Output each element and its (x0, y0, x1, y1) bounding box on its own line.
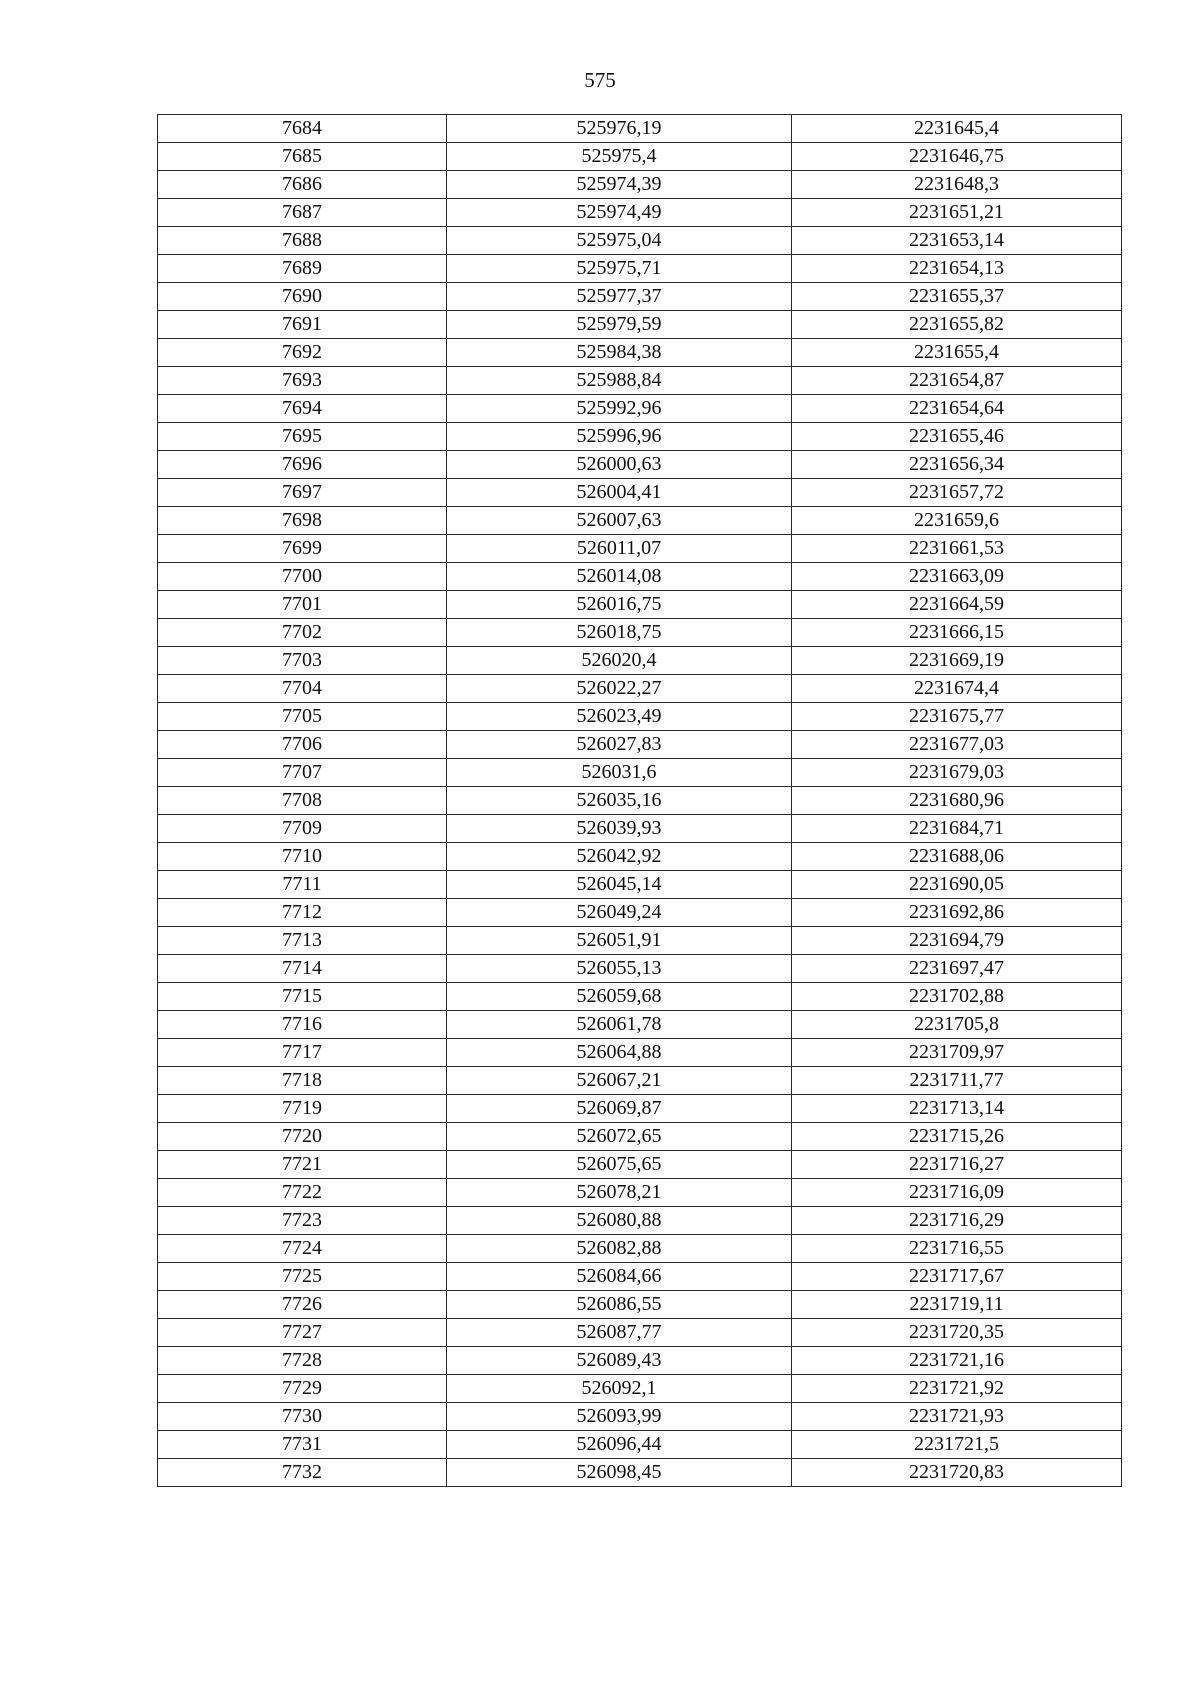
x-coordinate-cell: 526078,21 (447, 1179, 792, 1207)
point-number-cell: 7732 (158, 1459, 447, 1487)
point-number-cell: 7728 (158, 1347, 447, 1375)
x-coordinate-cell: 526007,63 (447, 507, 792, 535)
y-coordinate-cell: 2231713,14 (792, 1095, 1122, 1123)
y-coordinate-cell: 2231651,21 (792, 199, 1122, 227)
table-row (158, 171, 1122, 199)
x-coordinate-cell: 526067,21 (447, 1067, 792, 1095)
table-row (158, 479, 1122, 507)
y-coordinate-cell: 2231721,16 (792, 1347, 1122, 1375)
x-coordinate-cell: 526093,99 (447, 1403, 792, 1431)
y-coordinate-cell: 2231659,6 (792, 507, 1122, 535)
table-row (158, 339, 1122, 367)
y-coordinate-cell: 2231717,67 (792, 1263, 1122, 1291)
table-row (158, 1095, 1122, 1123)
y-coordinate-cell: 2231657,72 (792, 479, 1122, 507)
table-row (158, 675, 1122, 703)
point-number-cell: 7693 (158, 367, 447, 395)
x-coordinate-cell: 526014,08 (447, 563, 792, 591)
y-coordinate-cell: 2231645,4 (792, 115, 1122, 143)
table-row (158, 815, 1122, 843)
table-row (158, 507, 1122, 535)
y-coordinate-cell: 2231654,64 (792, 395, 1122, 423)
table-row (158, 1375, 1122, 1403)
y-coordinate-cell: 2231692,86 (792, 899, 1122, 927)
table-row (158, 199, 1122, 227)
y-coordinate-cell: 2231655,37 (792, 283, 1122, 311)
point-number-cell: 7722 (158, 1179, 447, 1207)
table-row (158, 1039, 1122, 1067)
x-coordinate-cell: 525984,38 (447, 339, 792, 367)
x-coordinate-cell: 526069,87 (447, 1095, 792, 1123)
x-coordinate-cell: 526039,93 (447, 815, 792, 843)
y-coordinate-cell: 2231721,92 (792, 1375, 1122, 1403)
table-row (158, 647, 1122, 675)
table-row (158, 703, 1122, 731)
x-coordinate-cell: 525976,19 (447, 115, 792, 143)
point-number-cell: 7695 (158, 423, 447, 451)
table-row (158, 1207, 1122, 1235)
x-coordinate-cell: 525975,04 (447, 227, 792, 255)
x-coordinate-cell: 526061,78 (447, 1011, 792, 1039)
y-coordinate-cell: 2231654,87 (792, 367, 1122, 395)
table-row (158, 1319, 1122, 1347)
x-coordinate-cell: 526086,55 (447, 1291, 792, 1319)
point-number-cell: 7709 (158, 815, 447, 843)
x-coordinate-cell: 525992,96 (447, 395, 792, 423)
x-coordinate-cell: 525975,4 (447, 143, 792, 171)
point-number-cell: 7690 (158, 283, 447, 311)
y-coordinate-cell: 2231715,26 (792, 1123, 1122, 1151)
y-coordinate-cell: 2231646,75 (792, 143, 1122, 171)
y-coordinate-cell: 2231697,47 (792, 955, 1122, 983)
point-number-cell: 7731 (158, 1431, 447, 1459)
table-row (158, 927, 1122, 955)
y-coordinate-cell: 2231716,09 (792, 1179, 1122, 1207)
table-row (158, 115, 1122, 143)
x-coordinate-cell: 526055,13 (447, 955, 792, 983)
table-row (158, 395, 1122, 423)
y-coordinate-cell: 2231679,03 (792, 759, 1122, 787)
point-number-cell: 7696 (158, 451, 447, 479)
y-coordinate-cell: 2231720,83 (792, 1459, 1122, 1487)
y-coordinate-cell: 2231716,29 (792, 1207, 1122, 1235)
point-number-cell: 7710 (158, 843, 447, 871)
point-number-cell: 7703 (158, 647, 447, 675)
point-number-cell: 7694 (158, 395, 447, 423)
y-coordinate-cell: 2231661,53 (792, 535, 1122, 563)
x-coordinate-cell: 526000,63 (447, 451, 792, 479)
point-number-cell: 7723 (158, 1207, 447, 1235)
x-coordinate-cell: 526027,83 (447, 731, 792, 759)
point-number-cell: 7684 (158, 115, 447, 143)
point-number-cell: 7729 (158, 1375, 447, 1403)
y-coordinate-cell: 2231677,03 (792, 731, 1122, 759)
point-number-cell: 7712 (158, 899, 447, 927)
x-coordinate-cell: 526089,43 (447, 1347, 792, 1375)
x-coordinate-cell: 526035,16 (447, 787, 792, 815)
x-coordinate-cell: 526004,41 (447, 479, 792, 507)
x-coordinate-cell: 526075,65 (447, 1151, 792, 1179)
point-number-cell: 7724 (158, 1235, 447, 1263)
table-row (158, 283, 1122, 311)
table-row (158, 1235, 1122, 1263)
x-coordinate-cell: 526092,1 (447, 1375, 792, 1403)
x-coordinate-cell: 526064,88 (447, 1039, 792, 1067)
coordinates-table (157, 114, 1122, 1487)
point-number-cell: 7725 (158, 1263, 447, 1291)
y-coordinate-cell: 2231656,34 (792, 451, 1122, 479)
y-coordinate-cell: 2231688,06 (792, 843, 1122, 871)
table-row (158, 367, 1122, 395)
x-coordinate-cell: 526031,6 (447, 759, 792, 787)
y-coordinate-cell: 2231648,3 (792, 171, 1122, 199)
point-number-cell: 7714 (158, 955, 447, 983)
y-coordinate-cell: 2231663,09 (792, 563, 1122, 591)
table-row (158, 1011, 1122, 1039)
table-row (158, 899, 1122, 927)
table-row (158, 619, 1122, 647)
table-row (158, 1291, 1122, 1319)
table-row (158, 871, 1122, 899)
x-coordinate-cell: 525974,39 (447, 171, 792, 199)
table-row (158, 591, 1122, 619)
point-number-cell: 7689 (158, 255, 447, 283)
y-coordinate-cell: 2231709,97 (792, 1039, 1122, 1067)
x-coordinate-cell: 526016,75 (447, 591, 792, 619)
x-coordinate-cell: 526087,77 (447, 1319, 792, 1347)
x-coordinate-cell: 526051,91 (447, 927, 792, 955)
table-row (158, 1067, 1122, 1095)
point-number-cell: 7718 (158, 1067, 447, 1095)
table-row (158, 227, 1122, 255)
y-coordinate-cell: 2231664,59 (792, 591, 1122, 619)
table-row (158, 843, 1122, 871)
table-row (158, 983, 1122, 1011)
point-number-cell: 7688 (158, 227, 447, 255)
table-row (158, 1431, 1122, 1459)
y-coordinate-cell: 2231705,8 (792, 1011, 1122, 1039)
point-number-cell: 7706 (158, 731, 447, 759)
y-coordinate-cell: 2231674,4 (792, 675, 1122, 703)
page-number: 575 (584, 68, 616, 92)
y-coordinate-cell: 2231711,77 (792, 1067, 1122, 1095)
table-row (158, 955, 1122, 983)
table-row (158, 1459, 1122, 1487)
y-coordinate-cell: 2231694,79 (792, 927, 1122, 955)
table-row (158, 1263, 1122, 1291)
y-coordinate-cell: 2231721,5 (792, 1431, 1122, 1459)
point-number-cell: 7704 (158, 675, 447, 703)
y-coordinate-cell: 2231680,96 (792, 787, 1122, 815)
table-row (158, 143, 1122, 171)
point-number-cell: 7705 (158, 703, 447, 731)
x-coordinate-cell: 526059,68 (447, 983, 792, 1011)
point-number-cell: 7685 (158, 143, 447, 171)
y-coordinate-cell: 2231653,14 (792, 227, 1122, 255)
y-coordinate-cell: 2231690,05 (792, 871, 1122, 899)
point-number-cell: 7715 (158, 983, 447, 1011)
point-number-cell: 7726 (158, 1291, 447, 1319)
point-number-cell: 7716 (158, 1011, 447, 1039)
table-row (158, 731, 1122, 759)
table-row (158, 787, 1122, 815)
x-coordinate-cell: 526018,75 (447, 619, 792, 647)
point-number-cell: 7708 (158, 787, 447, 815)
point-number-cell: 7720 (158, 1123, 447, 1151)
y-coordinate-cell: 2231716,27 (792, 1151, 1122, 1179)
y-coordinate-cell: 2231720,35 (792, 1319, 1122, 1347)
x-coordinate-cell: 525977,37 (447, 283, 792, 311)
x-coordinate-cell: 525979,59 (447, 311, 792, 339)
point-number-cell: 7711 (158, 871, 447, 899)
y-coordinate-cell: 2231675,77 (792, 703, 1122, 731)
y-coordinate-cell: 2231719,11 (792, 1291, 1122, 1319)
table-row (158, 451, 1122, 479)
point-number-cell: 7702 (158, 619, 447, 647)
point-number-cell: 7713 (158, 927, 447, 955)
point-number-cell: 7686 (158, 171, 447, 199)
x-coordinate-cell: 526082,88 (447, 1235, 792, 1263)
table-row (158, 563, 1122, 591)
table-row (158, 1123, 1122, 1151)
point-number-cell: 7692 (158, 339, 447, 367)
point-number-cell: 7700 (158, 563, 447, 591)
y-coordinate-cell: 2231721,93 (792, 1403, 1122, 1431)
x-coordinate-cell: 525974,49 (447, 199, 792, 227)
x-coordinate-cell: 526022,27 (447, 675, 792, 703)
y-coordinate-cell: 2231666,15 (792, 619, 1122, 647)
table-row (158, 1403, 1122, 1431)
x-coordinate-cell: 526023,49 (447, 703, 792, 731)
point-number-cell: 7699 (158, 535, 447, 563)
table-row (158, 759, 1122, 787)
y-coordinate-cell: 2231716,55 (792, 1235, 1122, 1263)
table-row (158, 535, 1122, 563)
point-number-cell: 7727 (158, 1319, 447, 1347)
point-number-cell: 7687 (158, 199, 447, 227)
coordinates-table-body (158, 115, 1122, 1487)
point-number-cell: 7717 (158, 1039, 447, 1067)
x-coordinate-cell: 526042,92 (447, 843, 792, 871)
x-coordinate-cell: 526049,24 (447, 899, 792, 927)
x-coordinate-cell: 526045,14 (447, 871, 792, 899)
point-number-cell: 7697 (158, 479, 447, 507)
x-coordinate-cell: 526084,66 (447, 1263, 792, 1291)
point-number-cell: 7698 (158, 507, 447, 535)
y-coordinate-cell: 2231684,71 (792, 815, 1122, 843)
y-coordinate-cell: 2231655,82 (792, 311, 1122, 339)
x-coordinate-cell: 525996,96 (447, 423, 792, 451)
x-coordinate-cell: 526011,07 (447, 535, 792, 563)
table-row (158, 255, 1122, 283)
x-coordinate-cell: 526020,4 (447, 647, 792, 675)
y-coordinate-cell: 2231655,46 (792, 423, 1122, 451)
point-number-cell: 7719 (158, 1095, 447, 1123)
point-number-cell: 7721 (158, 1151, 447, 1179)
x-coordinate-cell: 525975,71 (447, 255, 792, 283)
table-row (158, 1179, 1122, 1207)
point-number-cell: 7701 (158, 591, 447, 619)
point-number-cell: 7730 (158, 1403, 447, 1431)
table-row (158, 311, 1122, 339)
y-coordinate-cell: 2231655,4 (792, 339, 1122, 367)
x-coordinate-cell: 525988,84 (447, 367, 792, 395)
x-coordinate-cell: 526072,65 (447, 1123, 792, 1151)
y-coordinate-cell: 2231654,13 (792, 255, 1122, 283)
point-number-cell: 7707 (158, 759, 447, 787)
point-number-cell: 7691 (158, 311, 447, 339)
table-row (158, 423, 1122, 451)
x-coordinate-cell: 526096,44 (447, 1431, 792, 1459)
y-coordinate-cell: 2231669,19 (792, 647, 1122, 675)
x-coordinate-cell: 526080,88 (447, 1207, 792, 1235)
table-row (158, 1347, 1122, 1375)
table-row (158, 1151, 1122, 1179)
x-coordinate-cell: 526098,45 (447, 1459, 792, 1487)
y-coordinate-cell: 2231702,88 (792, 983, 1122, 1011)
